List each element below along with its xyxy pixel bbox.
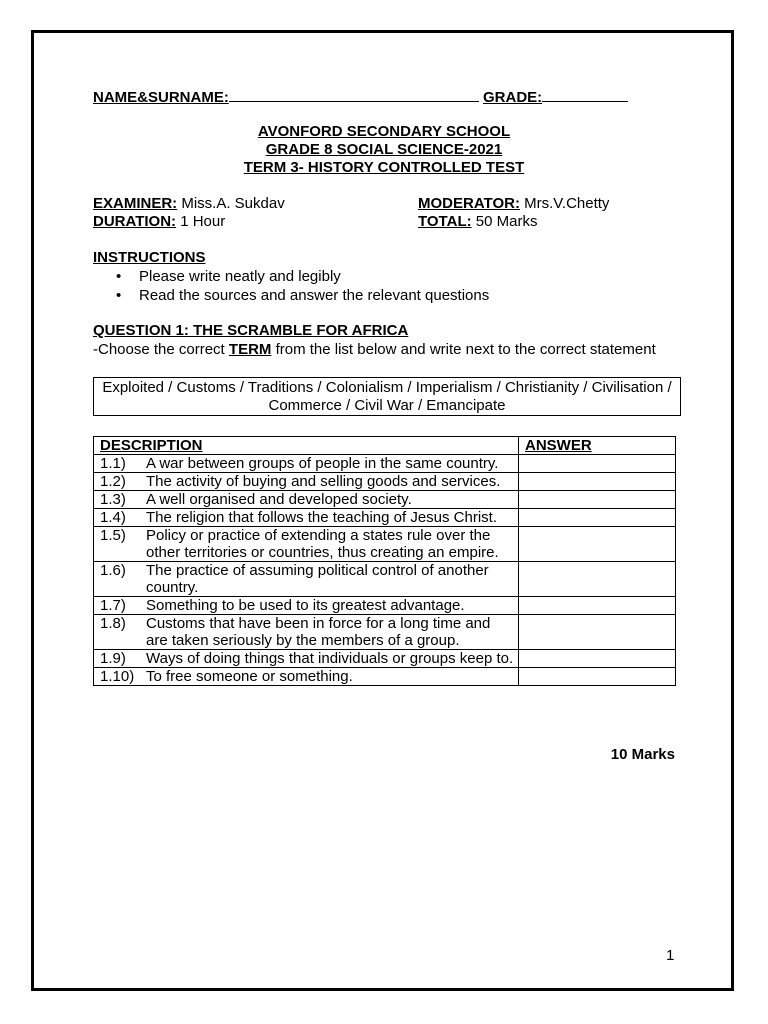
- question-number: 1.5): [100, 527, 126, 544]
- total-label: TOTAL:: [418, 213, 472, 230]
- answer-cell[interactable]: [519, 597, 676, 615]
- prompt-before: -Choose the correct: [93, 341, 229, 358]
- question-number: 1.8): [100, 615, 126, 632]
- prompt-term: TERM: [228, 341, 272, 358]
- question-number: 1.6): [100, 562, 126, 579]
- examiner-label: EXAMINER:: [93, 195, 178, 212]
- bullet-icon: •: [116, 287, 122, 304]
- description-cell: [94, 615, 519, 650]
- question-text: The religion that follows the teaching of Jesus Christ.: [146, 509, 498, 526]
- instructions-list: [93, 267, 489, 305]
- name-surname-label: NAME&SURNAME:: [93, 89, 229, 106]
- duration-line: [93, 213, 225, 231]
- question-text: Customs that have been in force for a long time and are taken seriously by the members of a group.: [146, 615, 491, 649]
- table-row: [94, 668, 676, 686]
- moderator-label: MODERATOR:: [418, 195, 520, 212]
- instruction-text: Please write neatly and legibly: [139, 268, 341, 285]
- table-row: [94, 597, 676, 615]
- description-header: DESCRIPTION: [94, 437, 519, 455]
- term-list-box: [93, 377, 681, 416]
- instruction-text: Read the sources and answer the relevant questions: [139, 287, 490, 304]
- examiner-line: [93, 195, 285, 213]
- name-surname-field: [93, 87, 479, 107]
- prompt-after: from the list below and write next to the correct statement: [271, 341, 656, 358]
- question-number: 1.1): [100, 455, 126, 472]
- examiner-value: Miss.A. Sukdav: [177, 195, 285, 212]
- answer-cell[interactable]: [519, 491, 676, 509]
- page-number: 1: [666, 947, 675, 964]
- total-value: 50 Marks: [471, 213, 538, 230]
- description-cell: [94, 597, 519, 615]
- grade-blank[interactable]: [542, 87, 628, 102]
- test-title: TERM 3- HISTORY CONTROLLED TEST: [243, 159, 525, 176]
- table-header-row: [94, 437, 676, 455]
- school-title: AVONFORD SECONDARY SCHOOL: [257, 123, 511, 140]
- instruction-item: [93, 286, 489, 305]
- description-cell: [94, 650, 519, 668]
- answer-cell[interactable]: [519, 509, 676, 527]
- instruction-item: [93, 267, 489, 286]
- table-row: [94, 509, 676, 527]
- question-text: Ways of doing things that individuals or groups keep to.: [146, 650, 514, 667]
- table-row: [94, 455, 676, 473]
- question-text: The practice of assuming political control of another country.: [146, 562, 489, 596]
- question1-marks: 10 Marks: [610, 746, 675, 763]
- description-cell: [94, 562, 519, 597]
- duration-label: DURATION:: [93, 213, 177, 230]
- question-text: A well organised and developed society.: [146, 491, 412, 508]
- answer-cell[interactable]: [519, 615, 676, 650]
- moderator-line: [418, 195, 609, 213]
- question-text: To free someone or something.: [146, 668, 353, 685]
- question-number: 1.4): [100, 509, 126, 526]
- question-number: 1.9): [100, 650, 126, 667]
- question-text: A war between groups of people in the same country.: [146, 455, 499, 472]
- answer-header: ANSWER: [519, 437, 676, 455]
- description-cell: [94, 527, 519, 562]
- description-cell: [94, 473, 519, 491]
- grade-label: GRADE:: [483, 89, 543, 106]
- term-list: Exploited / Customs / Traditions / Colonialism / Imperialism / Christianity / Civilisation / Commerce / Civil War / Emancipate: [102, 379, 672, 414]
- question-text: Something to be used to its greatest advantage.: [146, 597, 465, 614]
- question-text: The activity of buying and selling goods and services.: [146, 473, 501, 490]
- name-blank[interactable]: [229, 87, 479, 102]
- question1-table: [93, 436, 676, 686]
- question1-heading: QUESTION 1: THE SCRAMBLE FOR AFRICA: [93, 322, 409, 339]
- total-line: [418, 213, 537, 231]
- answer-cell[interactable]: [519, 473, 676, 491]
- description-cell: [94, 491, 519, 509]
- description-cell: [94, 509, 519, 527]
- table-row: [94, 491, 676, 509]
- question-text: Policy or practice of extending a states rule over the other territories or countries, thus creating an empire.: [146, 527, 499, 561]
- bullet-icon: •: [116, 268, 122, 285]
- answer-cell[interactable]: [519, 455, 676, 473]
- answer-cell[interactable]: [519, 650, 676, 668]
- table-row: [94, 527, 676, 562]
- grade-field: [483, 87, 628, 107]
- question-number: 1.7): [100, 597, 126, 614]
- duration-value: 1 Hour: [176, 213, 226, 230]
- table-row: [94, 615, 676, 650]
- description-cell: [94, 455, 519, 473]
- question1-prompt: [93, 341, 656, 359]
- table-row: [94, 473, 676, 491]
- question-number: 1.10): [100, 668, 135, 685]
- moderator-value: Mrs.V.Chetty: [519, 195, 610, 212]
- table-row: [94, 650, 676, 668]
- question-number: 1.2): [100, 473, 126, 490]
- subject-title: GRADE 8 SOCIAL SCIENCE-2021: [265, 141, 503, 158]
- answer-cell[interactable]: [519, 668, 676, 686]
- table-row: [94, 562, 676, 597]
- instructions-heading: INSTRUCTIONS: [93, 249, 206, 266]
- description-cell: [94, 668, 519, 686]
- answer-cell[interactable]: [519, 527, 676, 562]
- answer-cell[interactable]: [519, 562, 676, 597]
- question-number: 1.3): [100, 491, 126, 508]
